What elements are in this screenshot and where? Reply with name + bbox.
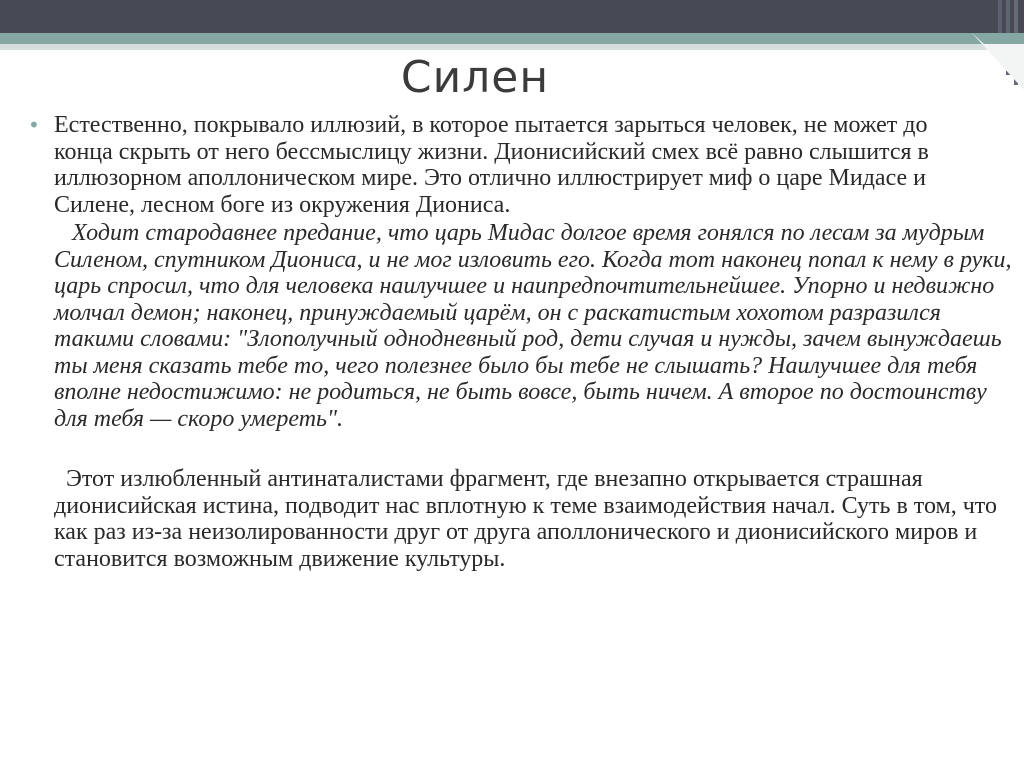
slide-title: Силен bbox=[400, 52, 550, 103]
bullet-item bbox=[20, 112, 1010, 218]
top-thin-bar bbox=[0, 44, 1024, 50]
top-accent-bar bbox=[0, 33, 1024, 44]
page-fold-decoration bbox=[960, 0, 1024, 90]
bullet-dot-icon: • bbox=[28, 113, 40, 137]
top-dark-bar bbox=[0, 0, 1024, 33]
slide-body bbox=[20, 112, 1010, 572]
conclusion-paragraph: Этот излюбленный антинаталистами фрагмент, где внезапно открывается страшная дионисийская истина, подводит нас вплотную к теме взаимодействия начал. Суть в том, что как раз из-за неизолированности друг от друга аполлонического и дионисийского миров и становится возможным движение культуры. bbox=[54, 466, 997, 572]
intro-paragraph: Естественно, покрывало иллюзий, в которое пытается зарыться человек, не может до конца скрыть от него бессмыслицу жизни. Дионисийский смех всё равно слышится в иллюзорном аполлоническом мире. Это отлично иллюстрирует миф о царе Мидасе и Силене, лесном боге из окружения Диониса. bbox=[54, 112, 929, 218]
quote-paragraph: Ходит стародавнее предание, что царь Мидас долгое время гонялся по лесам за мудрым Силеном, спутником Диониса, и не мог изловить его. Когда тот наконец попал к нему в руки, царь спросил, что для человека наилучшее и наипредпочтительнейшее. Упорно и недвижно молчал демон; наконец, принуждаемый царём, он с раскатистым хохотом разразился такими словами: "Злополучный однодневный род, дети случая и нужды, зачем вынуждаешь ты меня сказать тебе то, чего полезнее было бы тебе не слышать? Наилучшее для тебя вполне недостижимо: не родиться, не быть вовсе, быть ничем. А второе по достоинству для тебя — скоро умереть". bbox=[54, 220, 1012, 432]
